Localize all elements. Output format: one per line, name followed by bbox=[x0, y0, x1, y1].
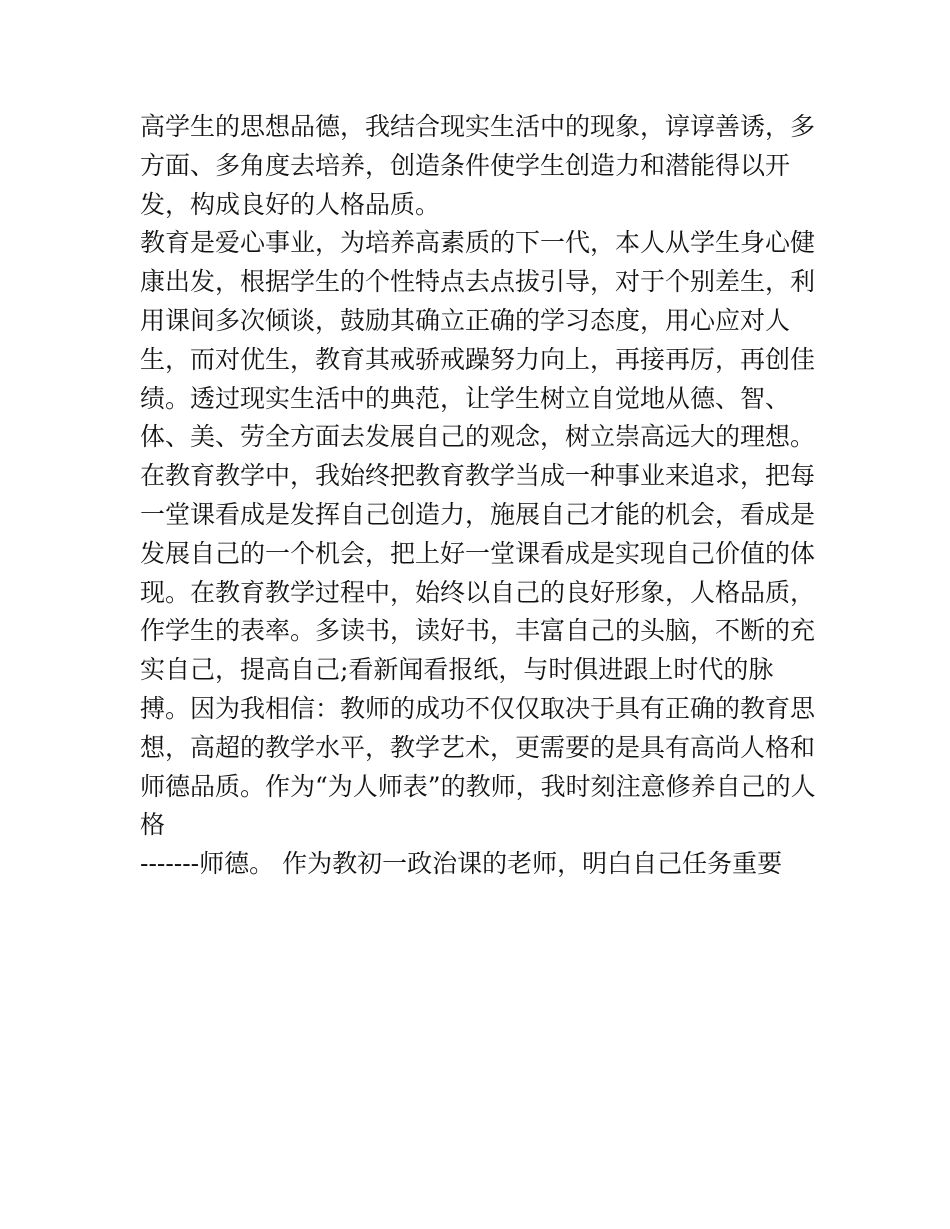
text-line: 生，而对优生，教育其戒骄戒躁努力向上，再接再厉，再创佳 bbox=[140, 344, 816, 374]
text-line: 搏。因为我相信：教师的成功不仅仅取决于具有正确的教育思 bbox=[140, 693, 816, 723]
text-line: -------师德。 作为教初一政治课的老师，明白自己任务重要 bbox=[140, 849, 783, 879]
text-line: 高学生的思想品德，我结合现实生活中的现象，谆谆善诱，多 bbox=[140, 112, 816, 141]
text-line: 方面、多角度去培养，创造条件使学生创造力和潜能得以开 bbox=[140, 150, 791, 180]
text-line: 格 bbox=[140, 810, 166, 840]
text-line: 现。在教育教学过程中，始终以自己的良好形象，人格品质， bbox=[140, 577, 816, 607]
text-line: 体、美、劳全方面去发展自己的观念，树立崇高远大的理想。 bbox=[140, 422, 816, 452]
text-line: 用课间多次倾谈，鼓励其确立正确的学习态度，用心应对人 bbox=[140, 305, 791, 335]
text-line: 康出发，根据学生的个性特点去点拔引导，对于个别差生，利 bbox=[140, 267, 816, 297]
text-line: 教育是爱心事业，为培养高素质的下一代，本人从学生身心健 bbox=[140, 228, 816, 258]
body-text bbox=[140, 108, 820, 884]
text-line: 绩。透过现实生活中的典范，让学生树立自觉地从德、智、 bbox=[140, 383, 791, 413]
text-line: 师德品质。作为“为人师表”的教师，我时刻注意修养自己的人 bbox=[140, 771, 816, 801]
text-line: 作学生的表率。多读书，读好书，丰富自己的头脑，不断的充 bbox=[140, 616, 816, 646]
text-line: 想，高超的教学水平，教学艺术，更需要的是具有高尚人格和 bbox=[140, 732, 816, 762]
text-line: 一堂课看成是发挥自己创造力，施展自己才能的机会，看成是 bbox=[140, 499, 816, 529]
text-line: 实自己，提高自己;看新闻看报纸，与时俱进跟上时代的脉 bbox=[140, 655, 774, 685]
text-line: 发，构成良好的人格品质。 bbox=[140, 189, 441, 219]
text-line: 在教育教学中，我始终把教育教学当成一种事业来追求，把每 bbox=[140, 461, 816, 491]
text-line: 发展自己的一个机会，把上好一堂课看成是实现自己价值的体 bbox=[140, 538, 816, 568]
